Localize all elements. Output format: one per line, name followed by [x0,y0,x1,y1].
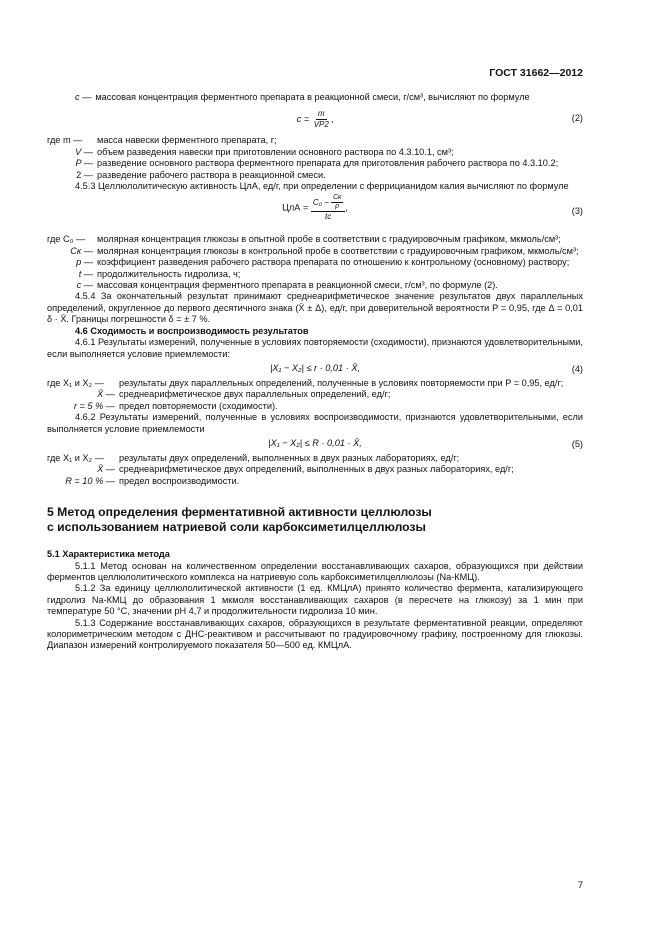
formula-fraction [311,194,345,222]
where-item [47,464,583,475]
formula-4 [47,360,583,378]
where-item [47,135,583,146]
paragraph-4-5-4: 4.5.4 За окончательный результат принимают среднеарифметическое значение результатов двух параллельных определений, округленное до первого десятичного знака (X̄ ± Δ), ед/г, при доверительной вероятности P = 0,95, где Δ = 0,01 δ · X̄. Границы погрешности δ = ± 7 %. [47,291,583,325]
where-text: объем разведения навески при приготовлении основного раствора по 4.3.10.1, см³; [97,146,454,157]
where-term: t — [78,268,93,279]
definition-c [47,92,583,103]
where-text: молярная концентрация глюкозы в опытной пробе в соответствии с градуировочным графиком, мкмоль/см³; [97,234,561,245]
where-item [47,269,583,280]
formula-lhs: ЦлА = [282,202,309,213]
paragraph-5-1-1: 5.1.1 Метод основан на количественном определении восстанавливающих сахаров, образующихся при действии ферментов целлюлолитического комплекса на натриевую соль карбоксиметилцеллюлозы (Na-КМЦ). [47,560,583,582]
paragraph-5-1-2: 5.1.2 За единицу целлюлолитической активности (1 ед. КМЦлА) принято количество фермента, катализирующего гидролиз Na-КМЦ до образования 1 мкмоля восстанавливающих сахаров (в пересчете на глюкозу) за 1 мин при температуре 50 °С, значении pH 4,7 и продолжительности гидролиза 10 мин. [47,583,583,617]
formula-denominator: VP2 [313,120,329,130]
paragraph-5-1-3: 5.1.3 Содержание восстанавливающих сахаров, образующихся в результате ферментативной реакции, определяют колориметрическим методом с ДНС-реактивом и рассчитывают по градуировочному графику, построенному для глюкозы. Диапазон измерений контролируемого показателя 50—500 ед. КМЦлА. [47,617,583,651]
formula-2 [47,105,583,135]
where-term: где C₀ — [47,234,86,245]
where-term: P — [75,158,93,169]
where-term: X̄ — [97,464,115,475]
paragraph-4-6-1: 4.6.1 Результаты измерений, полученные в условиях повторяемости (сходимости), признаются удовлетворительными, если выполняется условие приемлемости: [47,337,583,359]
where-term: X̄ — [97,389,115,400]
definition-text: массовая концентрация ферментного препарата в реакционной смеси, г/см³, вычисляют по формуле [95,92,530,102]
where-text: масса навески ферментного препарата, г; [97,135,277,146]
where-term: Cк — [70,245,93,256]
where-term: c — [76,280,93,291]
where-text: результаты двух определений, выполненных в двух разных лабораториях, ед/г; [119,452,460,463]
where-text: предел воспроизводимости. [119,475,240,486]
where-list-4 [47,378,583,412]
where-item [47,280,583,291]
formula-numerator-a: C₀ − [312,197,329,207]
paragraph-4-6-2: 4.6.2 Результаты измерений, полученные в условиях воспроизводимости, признаются удовлетворительными, если выполняется условие приемлемости [47,412,583,434]
formula-fraction [312,109,331,130]
where-term: где m — [47,135,83,146]
equation-number: (3) [571,206,583,217]
formula-denominator: tc [324,212,332,222]
where-item [47,378,583,389]
where-text: коэффициент разведения рабочего раствора препарата по отношению к контрольному (основному) раствору; [97,257,570,268]
where-term: где X₁ и X₂ — [47,377,104,388]
where-text: предел повторяемости (сходимости). [119,400,278,411]
paragraph-4-5-3: 4.5.3 Целлюлолитическую активность ЦлА, ед/г, при определении с феррицианидом калия вычисляют по формуле [75,181,569,192]
where-item [47,158,583,169]
where-item [47,246,583,257]
where-item [47,476,583,487]
where-item [47,453,583,464]
where-item [47,147,583,158]
where-item [47,389,583,400]
where-text: разведение рабочего раствора в реакционной смеси. [97,169,326,180]
formula-5 [47,435,583,453]
where-item [47,234,583,245]
where-text: продолжительность гидролиза, ч; [97,268,241,279]
formula-inner-fraction [331,194,343,211]
section-5-heading-line-2: с использованием натриевой соли карбоксиметилцеллюлозы [47,520,426,535]
equation-number: (4) [571,363,583,374]
where-term: где X₁ и X₂ — [47,452,104,463]
where-item [47,401,583,412]
formula-3 [47,192,583,234]
where-list-2 [47,135,583,181]
section-5-heading [47,505,583,535]
equation-number: (5) [571,438,583,449]
where-term: V — [75,146,93,157]
where-term: r = 5 % — [73,400,115,411]
where-term: R = 10 % — [65,475,115,486]
where-item [47,170,583,181]
formula-expression: |X₁ − X₂| ≤ R · 0,01 · X̄, [268,437,362,448]
formula-tail: , [345,202,348,213]
where-term: 2 — [76,169,93,180]
section-5-heading-line-1: 5 Метод определения ферментативной активности целлюлозы [47,505,432,520]
equation-number: (2) [571,113,583,124]
doc-code-header: ГОСТ 31662—2012 [489,67,583,79]
where-text: среднеарифметическое двух параллельных определений, ед/г; [119,389,391,400]
where-text: разведение основного раствора ферментного препарата для приготовления рабочего раствора по 4.3.10.2; [97,158,559,169]
where-list-3 [47,234,583,291]
formula-inner-numerator: Cк [332,194,342,202]
where-list-5 [47,453,583,487]
formula-lhs: c = [296,114,310,125]
formula-numerator: m [317,109,325,119]
where-text: молярная концентрация глюкозы в контрольной пробе в соответствии с градуировочным графиком, мкмоль/см³; [97,245,579,256]
heading-4-6: 4.6 Сходимость и воспроизводимость результатов [75,325,309,336]
where-term: p — [76,257,93,268]
formula-inner-denominator: p [335,203,340,211]
definition-term: c — [75,92,92,102]
heading-5-1: 5.1 Характеристика метода [47,549,170,560]
where-text: среднеарифметическое двух определений, выполненных в двух разных лабораториях, ед/г; [119,464,514,475]
formula-expression: |X₁ − X₂| ≤ r · 0,01 · X̄, [270,362,360,373]
where-text: результаты двух параллельных определений, полученные в условиях повторяемости при P = 0,95, ед/г; [119,377,564,388]
formula-tail: , [330,114,334,125]
page-number: 7 [577,880,583,891]
where-item [47,257,583,268]
where-text: массовая концентрация ферментного препарата в реакционной смеси, г/см³, по формуле (2). [97,280,498,291]
page-content [47,92,583,652]
